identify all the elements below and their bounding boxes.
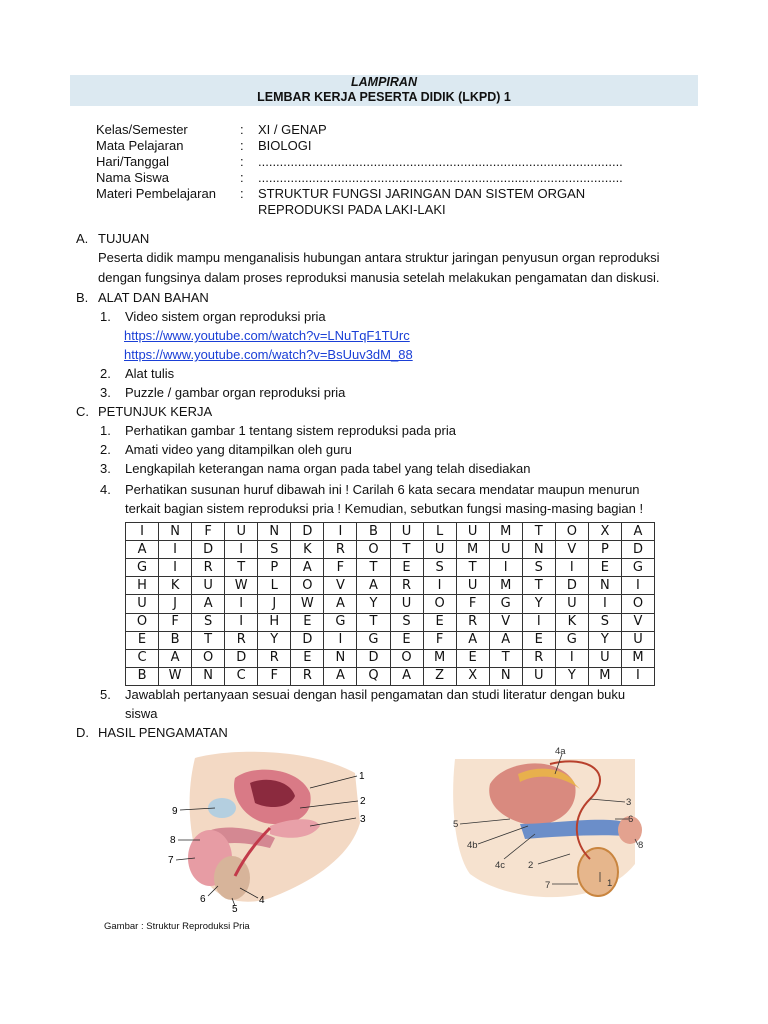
- list-item: [100, 421, 696, 440]
- list-number: 5.: [100, 687, 111, 702]
- puzzle-cell: I: [225, 613, 258, 631]
- puzzle-cell: M: [621, 649, 654, 667]
- info-row-nama: [96, 170, 666, 186]
- puzzle-cell: I: [423, 577, 456, 595]
- puzzle-cell: D: [621, 541, 654, 559]
- list-item: [100, 364, 696, 383]
- puzzle-cell: R: [291, 667, 324, 685]
- puzzle-row: [126, 541, 655, 559]
- figure2-label-4b: 4b: [467, 840, 478, 851]
- figure2-label-3: 3: [626, 797, 632, 808]
- list-number: 4.: [100, 482, 111, 497]
- info-value-line2: REPRODUKSI PADA LAKI-LAKI: [258, 202, 446, 217]
- puzzle-cell: G: [126, 559, 159, 577]
- puzzle-cell: O: [621, 595, 654, 613]
- info-value: .....................................................................................................: [258, 154, 623, 169]
- puzzle-cell: O: [126, 613, 159, 631]
- testis: [214, 856, 250, 900]
- list-text: Video sistem organ reproduksi pria: [125, 309, 326, 324]
- figure1-label-8: 8: [170, 835, 176, 846]
- puzzle-cell: G: [555, 631, 588, 649]
- puzzle-cell: N: [192, 667, 225, 685]
- puzzle-cell: L: [258, 577, 291, 595]
- figure2-label-7: 7: [545, 880, 551, 891]
- puzzle-row: [126, 667, 655, 685]
- puzzle-cell: D: [291, 631, 324, 649]
- puzzle-cell: Y: [555, 667, 588, 685]
- info-label: Kelas/Semester: [96, 122, 188, 137]
- info-colon: :: [240, 138, 244, 153]
- puzzle-cell: A: [324, 667, 357, 685]
- header-title-lkpd: LEMBAR KERJA PESERTA DIDIK (LKPD) 1: [257, 90, 511, 104]
- puzzle-cell: A: [357, 577, 390, 595]
- puzzle-cell: U: [456, 577, 489, 595]
- list-number: 1.: [100, 423, 111, 438]
- info-row-materi: [96, 186, 666, 218]
- puzzle-cell: N: [159, 523, 192, 541]
- list-item: [100, 459, 696, 478]
- puzzle-cell: O: [291, 577, 324, 595]
- puzzle-cell: S: [423, 559, 456, 577]
- puzzle-cell: I: [489, 559, 522, 577]
- list-number: 2.: [100, 366, 111, 381]
- puzzle-cell: T: [522, 577, 555, 595]
- puzzle-cell: U: [390, 523, 423, 541]
- puzzle-cell: V: [621, 613, 654, 631]
- puzzle-cell: C: [225, 667, 258, 685]
- list-item: [100, 685, 696, 704]
- puzzle-cell: H: [258, 613, 291, 631]
- puzzle-cell: T: [489, 649, 522, 667]
- puzzle-cell: O: [423, 595, 456, 613]
- section-title: TUJUAN: [98, 231, 150, 246]
- puzzle-cell: R: [192, 559, 225, 577]
- puzzle-cell: R: [522, 649, 555, 667]
- puzzle-cell: U: [192, 577, 225, 595]
- puzzle-cell: M: [423, 649, 456, 667]
- list-text: Perhatikan susunan huruf dibawah ini ! Carilah 6 kata secara mendatar maupun menurun: [125, 482, 640, 497]
- puzzle-cell: U: [390, 595, 423, 613]
- puzzle-cell: Y: [588, 631, 621, 649]
- puzzle-cell: X: [456, 667, 489, 685]
- info-value: BIOLOGI: [258, 138, 312, 153]
- puzzle-cell: E: [126, 631, 159, 649]
- puzzle-row: [126, 649, 655, 667]
- puzzle-cell: S: [588, 613, 621, 631]
- info-colon: :: [240, 154, 244, 169]
- puzzle-row: [126, 523, 655, 541]
- puzzle-cell: X: [588, 523, 621, 541]
- puzzle-cell: B: [159, 631, 192, 649]
- puzzle-cell: N: [522, 541, 555, 559]
- list-text: Lengkapilah keterangan nama organ pada tabel yang telah disediakan: [125, 461, 531, 476]
- puzzle-cell: I: [522, 613, 555, 631]
- puzzle-cell: I: [555, 649, 588, 667]
- puzzle-cell: D: [225, 649, 258, 667]
- puzzle-cell: D: [555, 577, 588, 595]
- puzzle-cell: A: [192, 595, 225, 613]
- figure1-label-2: 2: [360, 796, 366, 807]
- puzzle-cell: I: [555, 559, 588, 577]
- figure2-label-1: 1: [607, 878, 613, 889]
- section-letter: C.: [76, 404, 89, 419]
- puzzle-cell: R: [225, 631, 258, 649]
- puzzle-cell: Q: [357, 667, 390, 685]
- info-colon: :: [240, 122, 244, 137]
- puzzle-cell: D: [357, 649, 390, 667]
- puzzle-cell: P: [588, 541, 621, 559]
- list-text: Jawablah pertanyaan sesuai dengan hasil pengamatan dan studi literatur dengan buku: [125, 687, 626, 702]
- section-letter: D.: [76, 725, 89, 740]
- list-text: Puzzle / gambar organ reproduksi pria: [125, 385, 346, 400]
- puzzle-cell: I: [225, 541, 258, 559]
- puzzle-cell: Y: [258, 631, 291, 649]
- puzzle-cell: C: [126, 649, 159, 667]
- list-item-continuation: siswa: [125, 706, 158, 721]
- figure1-label-6: 6: [200, 894, 206, 905]
- puzzle-cell: G: [489, 595, 522, 613]
- puzzle-cell: E: [522, 631, 555, 649]
- puzzle-cell: E: [588, 559, 621, 577]
- figure2-label-5: 5: [453, 819, 459, 830]
- section-a-heading: [76, 229, 149, 248]
- puzzle-cell: M: [489, 523, 522, 541]
- puzzle-cell: R: [258, 649, 291, 667]
- list-number: 2.: [100, 442, 111, 457]
- list-item: [100, 307, 696, 326]
- figure2-label-2: 2: [528, 860, 534, 871]
- word-search-puzzle: [125, 522, 655, 686]
- puzzle-cell: T: [192, 631, 225, 649]
- puzzle-cell: M: [489, 577, 522, 595]
- puzzle-cell: O: [555, 523, 588, 541]
- puzzle-cell: H: [126, 577, 159, 595]
- puzzle-cell: Z: [423, 667, 456, 685]
- puzzle-cell: U: [522, 667, 555, 685]
- puzzle-cell: F: [423, 631, 456, 649]
- puzzle-cell: V: [555, 541, 588, 559]
- info-label: Materi Pembelajaran: [96, 186, 216, 201]
- puzzle-cell: G: [357, 631, 390, 649]
- puzzle-cell: V: [324, 577, 357, 595]
- puzzle-cell: B: [126, 667, 159, 685]
- info-row-kelas: [96, 122, 666, 138]
- puzzle-cell: T: [357, 559, 390, 577]
- puzzle-cell: I: [126, 523, 159, 541]
- info-row-mapel: [96, 138, 666, 154]
- page-header: [70, 75, 698, 106]
- figure2-label-4c: 4c: [495, 860, 506, 871]
- list-text: Perhatikan gambar 1 tentang sistem reproduksi pada pria: [125, 423, 456, 438]
- puzzle-row: [126, 559, 655, 577]
- puzzle-row: [126, 613, 655, 631]
- puzzle-cell: U: [489, 541, 522, 559]
- section-title: PETUNJUK KERJA: [98, 404, 213, 419]
- info-colon: :: [240, 186, 244, 201]
- puzzle-cell: U: [555, 595, 588, 613]
- puzzle-cell: U: [225, 523, 258, 541]
- section-letter: A.: [76, 231, 89, 246]
- puzzle-cell: Y: [357, 595, 390, 613]
- puzzle-cell: N: [588, 577, 621, 595]
- puzzle-cell: U: [423, 541, 456, 559]
- youtube-link-2[interactable]: https://www.youtube.com/watch?v=BsUuv3dM_88: [124, 347, 413, 362]
- puzzle-cell: E: [423, 613, 456, 631]
- male-reproductive-figure-1: [160, 748, 380, 916]
- puzzle-cell: J: [159, 595, 192, 613]
- list-text: Alat tulis: [125, 366, 175, 381]
- list-text: Amati video yang ditampilkan oleh guru: [125, 442, 352, 457]
- info-value: .....................................................................................................: [258, 170, 623, 185]
- puzzle-cell: K: [159, 577, 192, 595]
- puzzle-cell: L: [423, 523, 456, 541]
- list-item: [100, 383, 696, 402]
- list-number: 3.: [100, 385, 111, 400]
- section-c-heading: [76, 402, 212, 421]
- puzzle-cell: S: [192, 613, 225, 631]
- puzzle-cell: V: [489, 613, 522, 631]
- puzzle-cell: G: [324, 613, 357, 631]
- figure2-label-4a: 4a: [555, 746, 566, 757]
- puzzle-cell: J: [258, 595, 291, 613]
- puzzle-cell: E: [390, 559, 423, 577]
- puzzle-cell: D: [192, 541, 225, 559]
- puzzle-cell: I: [621, 577, 654, 595]
- puzzle-cell: W: [225, 577, 258, 595]
- identity-block: [96, 122, 666, 218]
- puzzle-cell: W: [159, 667, 192, 685]
- puzzle-cell: R: [324, 541, 357, 559]
- list-item-continuation: terkait bagian sistem reproduksi pria ! Kemudian, sebutkan fungsi masing-masing bagian !: [125, 501, 644, 516]
- puzzle-cell: U: [621, 631, 654, 649]
- puzzle-cell: R: [456, 613, 489, 631]
- puzzle-row: [126, 595, 655, 613]
- puzzle-cell: F: [324, 559, 357, 577]
- puzzle-cell: I: [588, 595, 621, 613]
- figure2-label-6: 6: [628, 814, 634, 825]
- info-colon: :: [240, 170, 244, 185]
- puzzle-cell: T: [225, 559, 258, 577]
- section-a-line2: dengan fungsinya dalam proses reproduksi manusia setelah melakukan pengamatan dan diskusi.: [98, 270, 660, 285]
- puzzle-cell: A: [621, 523, 654, 541]
- puzzle-cell: K: [555, 613, 588, 631]
- list-item: [100, 480, 696, 499]
- puzzle-cell: I: [621, 667, 654, 685]
- figure1-label-3: 3: [360, 814, 366, 825]
- puzzle-cell: A: [324, 595, 357, 613]
- puzzle-cell: O: [357, 541, 390, 559]
- puzzle-cell: D: [291, 523, 324, 541]
- info-value: XI / GENAP: [258, 122, 327, 137]
- male-reproductive-figure-2: [450, 744, 660, 914]
- section-a-line1: Peserta didik mampu menganalisis hubungan antara struktur jaringan penyusun organ reproduksi: [98, 250, 660, 265]
- section-title: ALAT DAN BAHAN: [98, 290, 209, 305]
- puzzle-cell: N: [324, 649, 357, 667]
- section-b-heading: [76, 288, 209, 307]
- list-number: 1.: [100, 309, 111, 324]
- list-item: [100, 440, 696, 459]
- puzzle-cell: F: [258, 667, 291, 685]
- puzzle-cell: I: [324, 631, 357, 649]
- section-d-heading: [76, 723, 228, 742]
- section-letter: B.: [76, 290, 89, 305]
- puzzle-cell: F: [192, 523, 225, 541]
- puzzle-cell: E: [291, 649, 324, 667]
- info-label: Nama Siswa: [96, 170, 169, 185]
- puzzle-cell: A: [390, 667, 423, 685]
- puzzle-cell: W: [291, 595, 324, 613]
- puzzle-cell: U: [126, 595, 159, 613]
- puzzle-cell: S: [522, 559, 555, 577]
- puzzle-cell: T: [357, 613, 390, 631]
- puzzle-cell: S: [258, 541, 291, 559]
- figure2-label-8: 8: [638, 840, 644, 851]
- puzzle-row: [126, 577, 655, 595]
- puzzle-cell: I: [225, 595, 258, 613]
- list-number: 3.: [100, 461, 111, 476]
- puzzle-cell: M: [588, 667, 621, 685]
- info-value-materi: [258, 186, 666, 218]
- puzzle-cell: G: [621, 559, 654, 577]
- puzzle-cell: P: [258, 559, 291, 577]
- puzzle-cell: M: [456, 541, 489, 559]
- figure1-label-9: 9: [172, 806, 178, 817]
- info-label: Mata Pelajaran: [96, 138, 184, 153]
- puzzle-cell: Y: [522, 595, 555, 613]
- puzzle-cell: N: [258, 523, 291, 541]
- info-row-tanggal: [96, 154, 666, 170]
- puzzle-cell: A: [159, 649, 192, 667]
- puzzle-cell: N: [489, 667, 522, 685]
- puzzle-cell: O: [192, 649, 225, 667]
- figure1-label-1: 1: [359, 771, 365, 782]
- puzzle-cell: F: [159, 613, 192, 631]
- puzzle-cell: F: [456, 595, 489, 613]
- info-label: Hari/Tanggal: [96, 154, 169, 169]
- puzzle-cell: E: [456, 649, 489, 667]
- puzzle-cell: U: [588, 649, 621, 667]
- puzzle-cell: S: [390, 613, 423, 631]
- puzzle-cell: T: [522, 523, 555, 541]
- puzzle-cell: I: [159, 541, 192, 559]
- puzzle-cell: A: [489, 631, 522, 649]
- puzzle-cell: E: [390, 631, 423, 649]
- puzzle-cell: A: [126, 541, 159, 559]
- puzzle-cell: U: [456, 523, 489, 541]
- puzzle-cell: A: [456, 631, 489, 649]
- figure1-label-5: 5: [232, 904, 238, 915]
- figure1-label-7: 7: [168, 855, 174, 866]
- figure1-label-4: 4: [259, 895, 265, 906]
- figure-caption: Gambar : Struktur Reproduksi Pria: [104, 921, 250, 932]
- youtube-link-1[interactable]: https://www.youtube.com/watch?v=LNuTqF1TUrc: [124, 328, 410, 343]
- puzzle-cell: I: [324, 523, 357, 541]
- puzzle-row: [126, 631, 655, 649]
- puzzle-cell: A: [291, 559, 324, 577]
- puzzle-cell: T: [456, 559, 489, 577]
- puzzle-cell: K: [291, 541, 324, 559]
- puzzle-cell: T: [390, 541, 423, 559]
- section-title: HASIL PENGAMATAN: [98, 725, 228, 740]
- puzzle-cell: B: [357, 523, 390, 541]
- info-value-line1: STRUKTUR FUNGSI JARINGAN DAN SISTEM ORGAN: [258, 186, 586, 201]
- puzzle-cell: E: [291, 613, 324, 631]
- puzzle-cell: I: [159, 559, 192, 577]
- puzzle-cell: O: [390, 649, 423, 667]
- header-title-lampiran: LAMPIRAN: [351, 75, 417, 89]
- puzzle-cell: R: [390, 577, 423, 595]
